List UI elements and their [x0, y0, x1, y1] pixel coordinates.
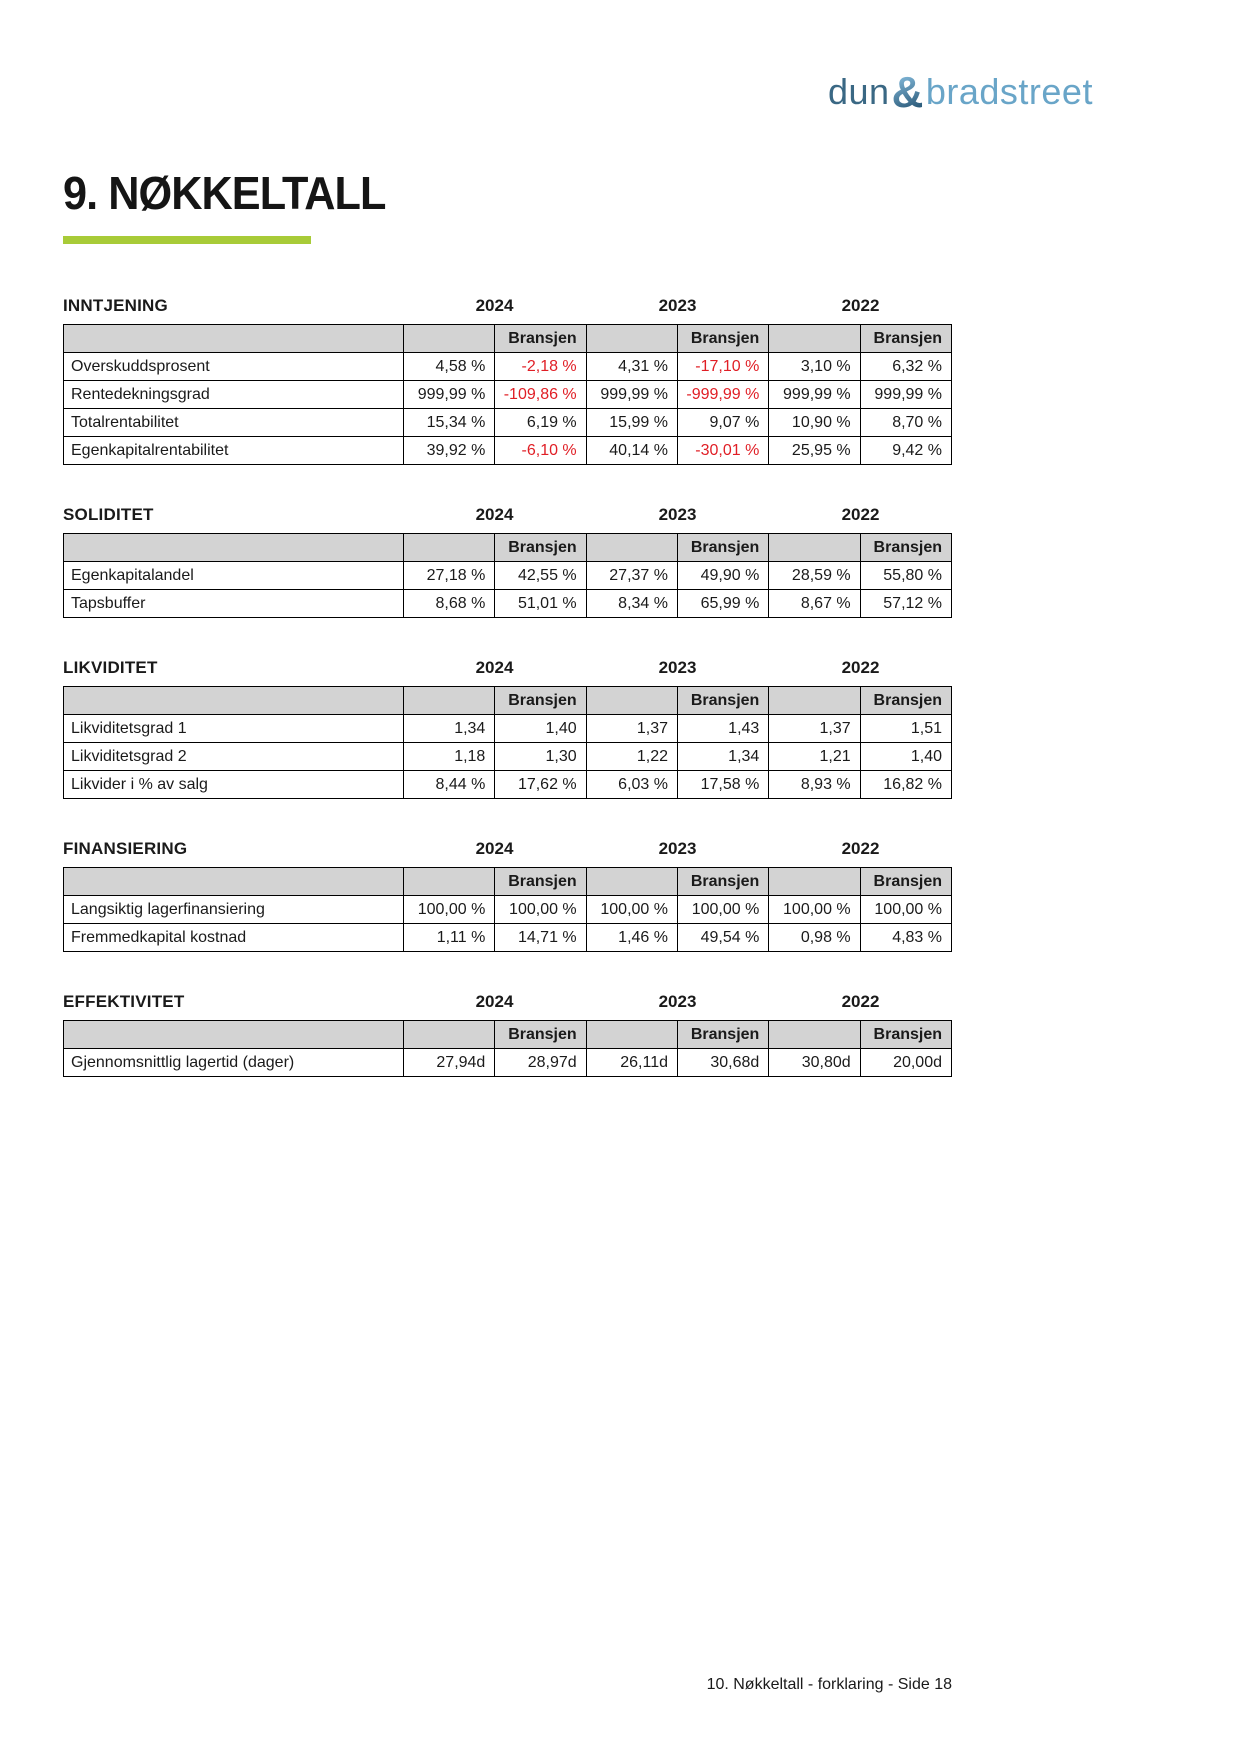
value-cell: 1,22: [586, 743, 677, 771]
row-label: Tapsbuffer: [64, 590, 404, 618]
row-label: Likvider i % av salg: [64, 771, 404, 799]
value-cell: 100,00 %: [677, 896, 768, 924]
bransjen-header-cell: Bransjen: [860, 534, 951, 562]
year-label: 2024: [475, 992, 514, 1011]
bransjen-header-cell: Bransjen: [495, 325, 586, 353]
table-row: [64, 771, 952, 799]
section-likviditet: [63, 658, 952, 799]
value-cell: -6,10 %: [495, 437, 586, 465]
value-cell: 42,55 %: [495, 562, 586, 590]
section-header-row: [63, 296, 952, 316]
value-cell: 51,01 %: [495, 590, 586, 618]
header-empty-cell: [64, 325, 404, 353]
table-header-row: [64, 534, 952, 562]
value-cell: 999,99 %: [769, 381, 860, 409]
year-label: 2022: [841, 839, 880, 858]
value-cell: 1,40: [495, 715, 586, 743]
year-label: 2023: [658, 992, 697, 1011]
key-figures-table: [63, 1020, 952, 1077]
table-row: [64, 924, 952, 952]
bransjen-header-cell: Bransjen: [677, 687, 768, 715]
sections: [63, 296, 952, 1077]
value-cell: 1,37: [586, 715, 677, 743]
header-empty-cell: [404, 325, 495, 353]
value-cell: 9,07 %: [677, 409, 768, 437]
section-finansiering: [63, 839, 952, 952]
value-cell: 1,43: [677, 715, 768, 743]
header-empty-cell: [586, 1021, 677, 1049]
value-cell: 1,34: [677, 743, 768, 771]
year-label: 2024: [475, 296, 514, 315]
row-label: Egenkapitalrentabilitet: [64, 437, 404, 465]
table-header-row: [64, 325, 952, 353]
bransjen-header-cell: Bransjen: [860, 1021, 951, 1049]
section-effektivitet: [63, 992, 952, 1077]
key-figures-table: [63, 686, 952, 799]
table-row: [64, 1049, 952, 1077]
row-label: Egenkapitalandel: [64, 562, 404, 590]
value-cell: 55,80 %: [860, 562, 951, 590]
value-cell: 1,30: [495, 743, 586, 771]
value-cell: 8,70 %: [860, 409, 951, 437]
value-cell: 30,80d: [769, 1049, 860, 1077]
table-row: [64, 381, 952, 409]
value-cell: 6,03 %: [586, 771, 677, 799]
ampersand-icon: &: [891, 68, 924, 117]
section-header-row: [63, 839, 952, 859]
bransjen-header-cell: Bransjen: [677, 868, 768, 896]
section-title: EFFEKTIVITET: [63, 992, 185, 1011]
table-row: [64, 562, 952, 590]
row-label: Overskuddsprosent: [64, 353, 404, 381]
section-header-row: [63, 658, 952, 678]
value-cell: 1,51: [860, 715, 951, 743]
bransjen-header-cell: Bransjen: [677, 1021, 768, 1049]
value-cell: 1,11 %: [404, 924, 495, 952]
value-cell: 8,67 %: [769, 590, 860, 618]
value-cell: -30,01 %: [677, 437, 768, 465]
section-title: INNTJENING: [63, 296, 168, 315]
section-header-row: [63, 992, 952, 1012]
value-cell: 14,71 %: [495, 924, 586, 952]
bransjen-header-cell: Bransjen: [495, 1021, 586, 1049]
header-empty-cell: [64, 687, 404, 715]
value-cell: 49,90 %: [677, 562, 768, 590]
value-cell: 30,68d: [677, 1049, 768, 1077]
row-label: Gjennomsnittlig lagertid (dager): [64, 1049, 404, 1077]
header-empty-cell: [769, 687, 860, 715]
value-cell: 8,93 %: [769, 771, 860, 799]
value-cell: -17,10 %: [677, 353, 768, 381]
year-label: 2022: [841, 992, 880, 1011]
value-cell: 1,21: [769, 743, 860, 771]
value-cell: 9,42 %: [860, 437, 951, 465]
year-label: 2023: [658, 839, 697, 858]
section-inntjening: [63, 296, 952, 465]
header-empty-cell: [586, 687, 677, 715]
value-cell: 16,82 %: [860, 771, 951, 799]
page-content: [63, 0, 952, 1077]
section-title: FINANSIERING: [63, 839, 188, 858]
section-soliditet: [63, 505, 952, 618]
header-empty-cell: [404, 1021, 495, 1049]
year-label: 2022: [841, 296, 880, 315]
value-cell: 1,18: [404, 743, 495, 771]
value-cell: 1,34: [404, 715, 495, 743]
key-figures-table: [63, 533, 952, 618]
table-row: [64, 743, 952, 771]
value-cell: 100,00 %: [860, 896, 951, 924]
year-label: 2024: [475, 658, 514, 677]
value-cell: 25,95 %: [769, 437, 860, 465]
header-empty-cell: [586, 325, 677, 353]
row-label: Fremmedkapital kostnad: [64, 924, 404, 952]
table-row: [64, 409, 952, 437]
header-empty-cell: [586, 534, 677, 562]
year-label: 2023: [658, 658, 697, 677]
bransjen-header-cell: Bransjen: [495, 687, 586, 715]
header-empty-cell: [404, 534, 495, 562]
value-cell: 65,99 %: [677, 590, 768, 618]
year-label: 2023: [658, 296, 697, 315]
value-cell: 1,37: [769, 715, 860, 743]
title-underline-bar: [63, 236, 311, 244]
table-row: [64, 896, 952, 924]
value-cell: 27,37 %: [586, 562, 677, 590]
header-empty-cell: [769, 1021, 860, 1049]
year-label: 2024: [475, 839, 514, 858]
page-footer: 10. Nøkkeltall - forklaring - Side 18: [706, 1676, 952, 1693]
value-cell: 27,94d: [404, 1049, 495, 1077]
header-empty-cell: [64, 868, 404, 896]
table-header-row: [64, 687, 952, 715]
row-label: Likviditetsgrad 1: [64, 715, 404, 743]
bransjen-header-cell: Bransjen: [495, 534, 586, 562]
value-cell: -109,86 %: [495, 381, 586, 409]
value-cell: 100,00 %: [769, 896, 860, 924]
logo-text-dun: dun: [828, 71, 890, 112]
bransjen-header-cell: Bransjen: [860, 687, 951, 715]
row-label: Rentedekningsgrad: [64, 381, 404, 409]
section-header-row: [63, 505, 952, 525]
bransjen-header-cell: Bransjen: [677, 534, 768, 562]
value-cell: 28,97d: [495, 1049, 586, 1077]
value-cell: 6,32 %: [860, 353, 951, 381]
header-empty-cell: [64, 1021, 404, 1049]
value-cell: 57,12 %: [860, 590, 951, 618]
value-cell: 17,58 %: [677, 771, 768, 799]
header-empty-cell: [769, 868, 860, 896]
value-cell: 15,99 %: [586, 409, 677, 437]
table-header-row: [64, 868, 952, 896]
header-empty-cell: [769, 534, 860, 562]
page-title: 9. NØKKELTALL: [63, 167, 386, 219]
header-empty-cell: [586, 868, 677, 896]
value-cell: 100,00 %: [586, 896, 677, 924]
value-cell: 17,62 %: [495, 771, 586, 799]
key-figures-table: [63, 867, 952, 952]
value-cell: 999,99 %: [404, 381, 495, 409]
bransjen-header-cell: Bransjen: [677, 325, 768, 353]
year-label: 2022: [841, 505, 880, 524]
value-cell: 1,40: [860, 743, 951, 771]
value-cell: -2,18 %: [495, 353, 586, 381]
value-cell: 8,44 %: [404, 771, 495, 799]
value-cell: 100,00 %: [495, 896, 586, 924]
bransjen-header-cell: Bransjen: [495, 868, 586, 896]
logo-text-bradstreet: bradstreet: [925, 71, 1093, 112]
year-label: 2023: [658, 505, 697, 524]
value-cell: 4,31 %: [586, 353, 677, 381]
value-cell: 10,90 %: [769, 409, 860, 437]
header-empty-cell: [64, 534, 404, 562]
value-cell: 39,92 %: [404, 437, 495, 465]
value-cell: -999,99 %: [677, 381, 768, 409]
value-cell: 26,11d: [586, 1049, 677, 1077]
value-cell: 100,00 %: [404, 896, 495, 924]
value-cell: 40,14 %: [586, 437, 677, 465]
value-cell: 0,98 %: [769, 924, 860, 952]
bransjen-header-cell: Bransjen: [860, 325, 951, 353]
year-label: 2024: [475, 505, 514, 524]
table-header-row: [64, 1021, 952, 1049]
section-title: LIKVIDITET: [63, 658, 158, 677]
header-empty-cell: [769, 325, 860, 353]
table-row: [64, 715, 952, 743]
bransjen-header-cell: Bransjen: [860, 868, 951, 896]
row-label: Langsiktig lagerfinansiering: [64, 896, 404, 924]
value-cell: 28,59 %: [769, 562, 860, 590]
table-row: [64, 437, 952, 465]
section-title: SOLIDITET: [63, 505, 154, 524]
value-cell: 20,00d: [860, 1049, 951, 1077]
value-cell: 1,46 %: [586, 924, 677, 952]
value-cell: 8,68 %: [404, 590, 495, 618]
value-cell: 3,10 %: [769, 353, 860, 381]
header-empty-cell: [404, 868, 495, 896]
row-label: Likviditetsgrad 2: [64, 743, 404, 771]
key-figures-table: [63, 324, 952, 465]
value-cell: 8,34 %: [586, 590, 677, 618]
table-row: [64, 590, 952, 618]
year-label: 2022: [841, 658, 880, 677]
value-cell: 999,99 %: [860, 381, 951, 409]
header-empty-cell: [404, 687, 495, 715]
table-row: [64, 353, 952, 381]
value-cell: 27,18 %: [404, 562, 495, 590]
row-label: Totalrentabilitet: [64, 409, 404, 437]
value-cell: 4,83 %: [860, 924, 951, 952]
value-cell: 6,19 %: [495, 409, 586, 437]
value-cell: 4,58 %: [404, 353, 495, 381]
value-cell: 15,34 %: [404, 409, 495, 437]
value-cell: 49,54 %: [677, 924, 768, 952]
value-cell: 999,99 %: [586, 381, 677, 409]
